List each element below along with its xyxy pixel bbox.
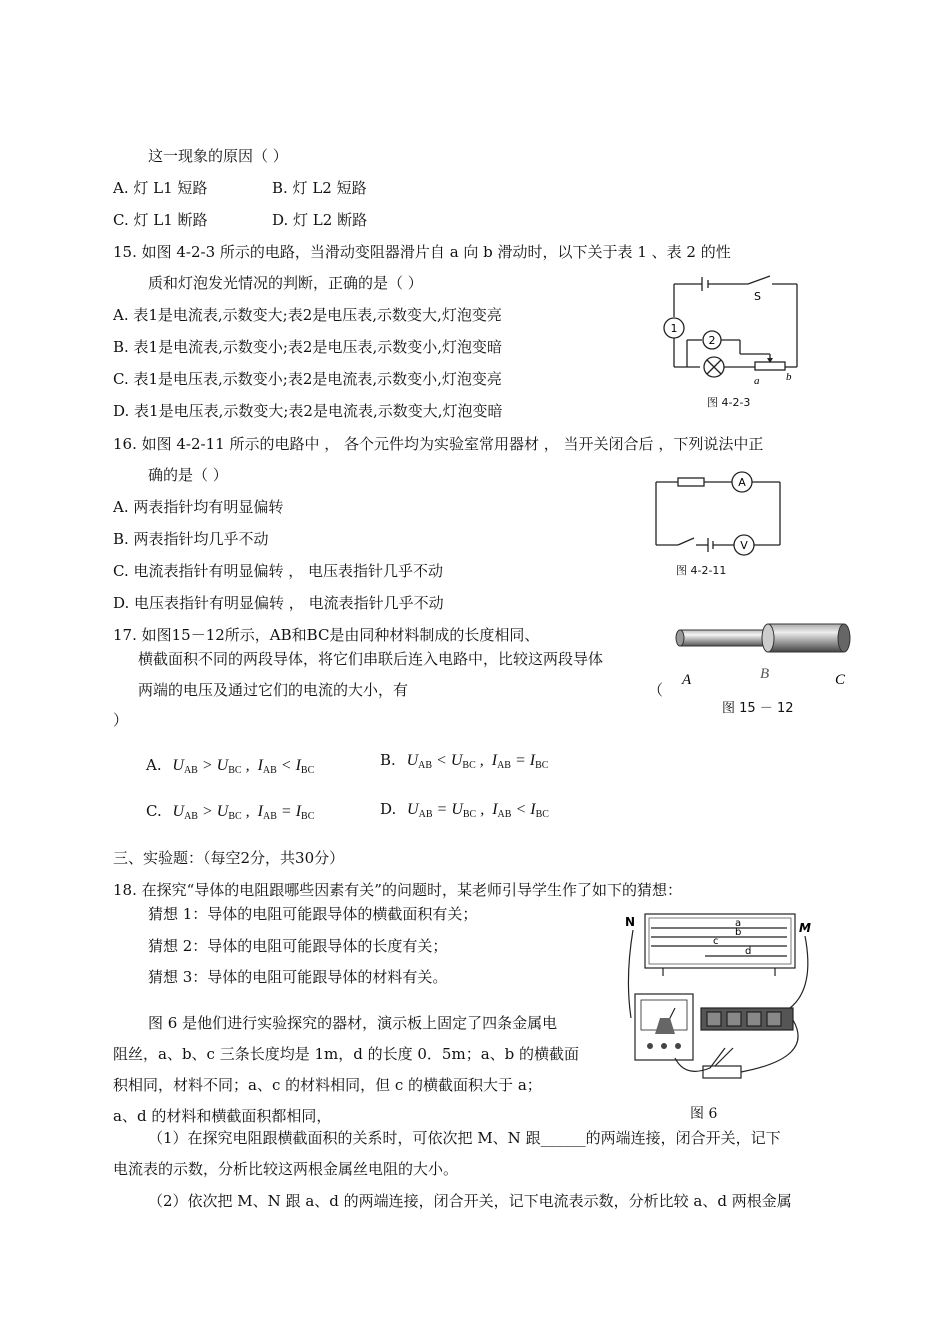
- switch-label: S: [754, 290, 761, 303]
- voltmeter-label: V: [740, 539, 748, 552]
- q18-para-line4: a、d 的材料和横截面积都相同，: [113, 1107, 332, 1125]
- q17-paren-open: （: [648, 681, 664, 699]
- q18-guess-1: 猜想 1：导体的电阻可能跟导体的横截面积有关；: [148, 905, 478, 923]
- q17-stem-line2: 横截面积不同的两段导体，将它们串联后连入电路中，比较这两段导体: [138, 650, 604, 668]
- q17-option-d: D. $U_{AB} = U_{BC}$ , $I_{AB} < I_{BC}$: [380, 800, 549, 820]
- q15-option-a: A. 表1是电流表,示数变大;表2是电压表,示数变大,灯泡变亮: [113, 306, 502, 324]
- terminal-m-label: M: [799, 921, 811, 935]
- figure-4-2-11-caption: 图 4-2-11: [676, 564, 727, 577]
- q14-option-b: B. 灯 L2 短路: [272, 179, 367, 197]
- q16-stem-line1: 16. 如图 4-2-11 所示的电路中 ， 各个元件均为实验室常用器材 ， 当开关闭合后 ，下列说法中正: [113, 435, 764, 453]
- resistance-apparatus-diagram: [615, 908, 830, 1098]
- q14-option-d: D. 灯 L2 断路: [272, 211, 368, 229]
- section-3-heading: 三、实验题：（每空2分，共30分）: [113, 849, 345, 867]
- q14-option-a: A. 灯 L1 短路: [113, 179, 208, 197]
- q17-option-d-label: D.: [380, 800, 397, 818]
- q18-guess-2: 猜想 2：导体的电阻可能跟导体的长度有关；: [148, 937, 448, 955]
- label-b: B: [760, 666, 770, 682]
- wire-b-label: b: [735, 927, 742, 938]
- q15-stem-line2: 质和灯泡发光情况的判断，正确的是（ ）: [148, 274, 423, 292]
- q18-para-line3: 积相同，材料不同；a、c 的材料相同，但 c 的横截面积大于 a；: [113, 1076, 542, 1094]
- rheostat-end-a: a: [754, 375, 760, 387]
- meter-1-label: 1: [670, 322, 678, 335]
- wire-c-label: c: [713, 936, 719, 947]
- figure-6: [615, 908, 830, 1098]
- figure-4-2-3-caption: 图 4-2-3: [707, 396, 751, 409]
- figure-15-12: [672, 620, 857, 690]
- q18-sub1-line2: 电流表的示数，分析比较这两根金属丝电阻的大小。: [113, 1160, 459, 1178]
- circuit-diagram-4-2-11: [650, 470, 790, 560]
- label-c: C: [835, 672, 846, 688]
- q18-para-line2: 阻丝，a、b、c 三条长度均是 1m，d 的长度 0．5m；a、b 的横截面: [113, 1045, 580, 1063]
- label-a: A: [682, 672, 692, 688]
- ammeter-label: A: [738, 476, 746, 489]
- q17-option-c-label: C.: [146, 802, 162, 820]
- q18-sub2-line1: （2）依次把 M、N 跟 a、d 的两端连接，闭合开关，记下电流表示数，分析比较 a、d 两根金属: [148, 1192, 792, 1210]
- q18-para-line1: 图 6 是他们进行实验探究的器材，演示板上固定了四条金属电: [148, 1014, 558, 1032]
- q16-option-b: B. 两表指针均几乎不动: [113, 530, 269, 548]
- q16-option-d: D. 电压表指针有明显偏转 ， 电流表指针几乎不动: [113, 594, 444, 612]
- q16-option-c: C. 电流表指针有明显偏转 ， 电压表指针几乎不动: [113, 562, 444, 580]
- q18-guess-3: 猜想 3：导体的电阻可能跟导体的材料有关。: [148, 968, 448, 986]
- wire-a-label: a: [735, 918, 742, 929]
- q17-stem-line3: 两端的电压及通过它们的电流的大小，有: [138, 681, 409, 699]
- q18-sub1-line1: （1）在探究电阻跟横截面积的关系时，可依次把 M、N 跟______的两端连接，闭合开关，记下: [148, 1129, 781, 1147]
- q17-option-a-label: A.: [146, 756, 162, 774]
- q15-option-c: C. 表1是电压表,示数变小;表2是电流表,示数变小,灯泡变亮: [113, 370, 502, 388]
- q15-option-d: D. 表1是电压表,示数变大;表2是电流表,示数变大,灯泡变暗: [113, 402, 503, 420]
- figure-15-12-caption: 图 15 － 12: [722, 701, 794, 716]
- q17-option-c: C. $U_{AB} > U_{BC}$ , $I_{AB} = I_{BC}$: [146, 802, 315, 822]
- figure-4-2-3: [662, 272, 812, 412]
- q17-paren-close: ）: [113, 711, 129, 729]
- q14-stem: 这一现象的原因（ ）: [148, 147, 288, 165]
- meter-2-label: 2: [708, 334, 716, 347]
- q17-option-b-label: B.: [380, 751, 396, 769]
- figure-4-2-11: [650, 470, 790, 560]
- q15-stem-line1: 15. 如图 4-2-3 所示的电路，当滑动变阻器滑片自 a 向 b 滑动时，以下关于表 1 、表 2 的性: [113, 243, 731, 261]
- q17-stem-line1: 17. 如图15－12所示，AB和BC是由同种材料制成的长度相同、: [113, 626, 540, 644]
- q14-option-c: C. 灯 L1 断路: [113, 211, 208, 229]
- q16-stem-line2: 确的是（ ）: [148, 466, 228, 484]
- q18-stem: 18. 在探究“导体的电阻跟哪些因素有关”的问题时，某老师引导学生作了如下的猜想：: [113, 881, 682, 899]
- q17-option-a: A. $U_{AB} > U_{BC}$ , $I_{AB} < I_{BC}$: [146, 756, 315, 776]
- rheostat-end-b: b: [786, 371, 792, 383]
- wire-d-label: d: [745, 946, 752, 957]
- q15-option-b: B. 表1是电流表,示数变小;表2是电压表,示数变小,灯泡变暗: [113, 338, 503, 356]
- circuit-diagram-4-2-3: [662, 272, 812, 412]
- terminal-n-label: N: [625, 915, 636, 929]
- figure-6-caption: 图 6: [690, 1106, 718, 1122]
- q16-option-a: A. 两表指针均有明显偏转: [113, 498, 284, 516]
- conductor-diagram: [672, 620, 857, 690]
- q17-option-b: B. $U_{AB} < U_{BC}$ , $I_{AB} = I_{BC}$: [380, 751, 549, 771]
